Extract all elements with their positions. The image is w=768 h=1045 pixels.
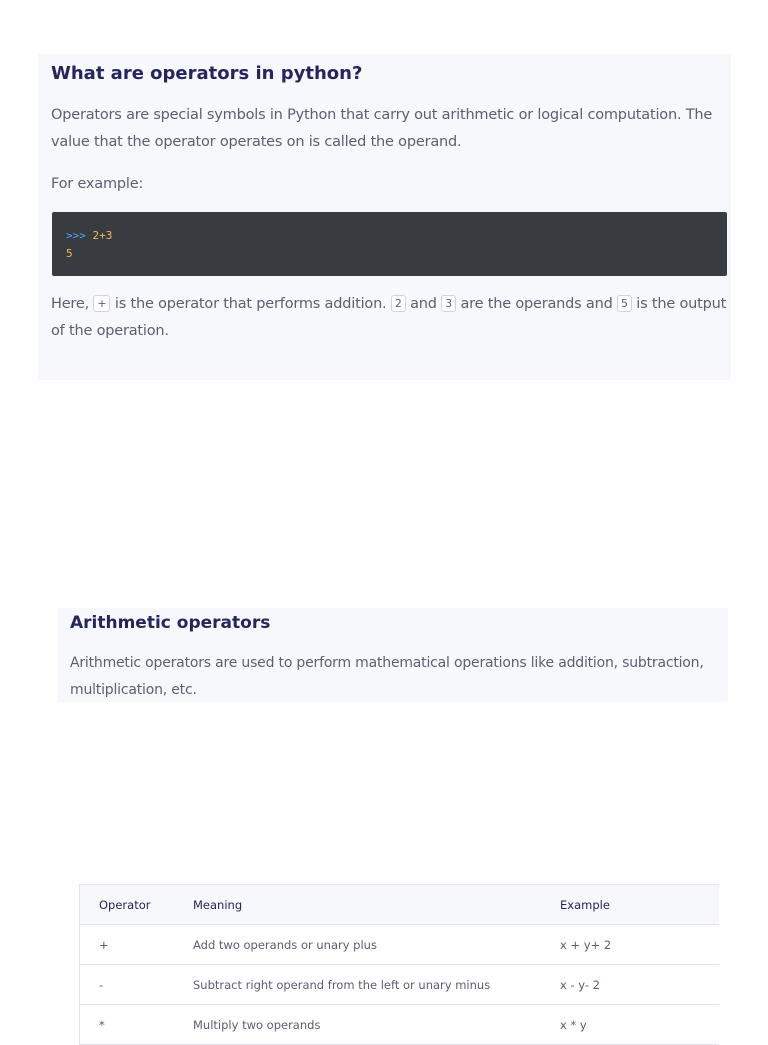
explanation-text: are the operands and — [460, 296, 613, 312]
arithmetic-section — [58, 608, 728, 702]
cell-example: x - y- 2 — [560, 965, 719, 1005]
explanation-text: is the output of the operation. — [51, 296, 727, 339]
inline-code: 3 — [441, 295, 456, 312]
column-header-operator: Operator — [80, 885, 194, 925]
operators-table — [79, 884, 686, 1032]
explanation-paragraph — [51, 291, 736, 345]
cell-meaning: Multiply two operands — [193, 1005, 560, 1045]
cell-meaning: Add two operands or unary plus — [193, 925, 560, 965]
section-title: What are operators in python? — [51, 63, 363, 84]
code-input-line — [66, 227, 727, 245]
cell-operator: + — [80, 925, 194, 965]
cell-operator: - — [80, 965, 194, 1005]
example-label: For example: — [51, 176, 144, 192]
inline-code: + — [93, 295, 110, 312]
cell-operator: * — [80, 1005, 194, 1045]
explanation-text: and — [410, 296, 437, 312]
explanation-text: Here, — [51, 296, 89, 312]
table-header-row — [80, 885, 720, 925]
inline-code: 2 — [391, 295, 406, 312]
section-title: Arithmetic operators — [70, 613, 271, 633]
arithmetic-description: Arithmetic operators are used to perform mathematical operations like addition, subtraction, multiplication, etc. — [70, 655, 704, 698]
code-input: 2+3 — [92, 229, 113, 242]
table-row — [80, 1005, 720, 1045]
cell-example: x + y+ 2 — [560, 925, 719, 965]
code-prompt: >>> — [66, 229, 86, 242]
table-row — [80, 965, 720, 1005]
column-header-example: Example — [560, 885, 719, 925]
code-block — [52, 212, 727, 276]
inline-code: 5 — [617, 295, 632, 312]
code-output: 5 — [66, 247, 73, 260]
cell-example: x * y — [560, 1005, 719, 1045]
column-header-meaning: Meaning — [193, 885, 560, 925]
cell-meaning: Subtract right operand from the left or unary minus — [193, 965, 560, 1005]
intro-section — [38, 54, 731, 380]
intro-paragraph: Operators are special symbols in Python that carry out arithmetic or logical computation. The value that the operator operates on is called the operand. — [51, 107, 713, 150]
explanation-text: is the operator that performs addition. — [114, 296, 387, 312]
table-row — [80, 925, 720, 965]
